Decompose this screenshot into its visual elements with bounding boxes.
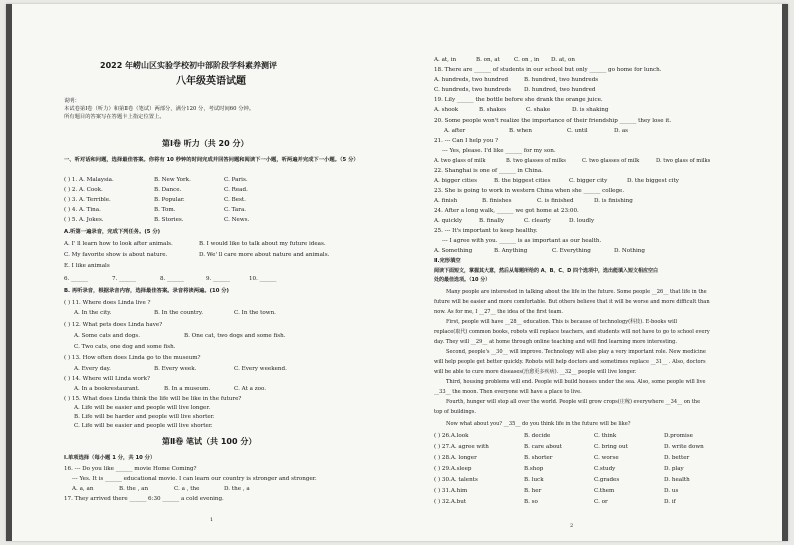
- q21: 21. --- Can I help you ?: [434, 138, 499, 144]
- q24: 24. After a long walk, ______ we got home at 23:00.: [434, 208, 579, 214]
- para-line-6: day. They will __29__ at home through online teaching and will find learning more interesting.: [434, 339, 678, 345]
- para-line-13: top of buildings.: [434, 409, 477, 415]
- notes-line-2: 所有题目的答案写在答题卡上指定位置上。: [64, 114, 165, 120]
- notes-line-1: 本试卷第Ⅰ卷（听力）和第Ⅱ卷（笔试）两部分，满分120 分，考试时间60 分钟。: [64, 106, 255, 112]
- q22: 22. Shanghai is one of ______ in China.: [434, 168, 543, 174]
- q25: 25. --- It's important to keep healthy.: [434, 228, 538, 234]
- q14: ( ) 14. Where will Linda work?: [64, 376, 150, 382]
- cloze-desc-1: 阅读下面短文，掌握其大意，然后从每题所给的 A、B、C、D 四个选项中，选出能填入短文相应空白: [434, 268, 658, 274]
- part1-secA: 一、听对话和问题，选择最佳答案。你将有 10 秒钟的时间完成并回答问题和阅读下一小题，听两遍并完成下一小题。（5 分）: [64, 157, 359, 163]
- q11: ( ) 11. Where does Linda live ?: [64, 300, 151, 306]
- part1-secC: B. 再听录音，根据录音内容，选择最佳答案。录音将读两遍。(10 分): [64, 288, 229, 294]
- q12-option-c: C. Two cats, one dog and some fish.: [74, 344, 176, 350]
- para-line-5: replace(取代) common books, robots will replace teachers, and students will not have to go to school every: [434, 329, 710, 335]
- part1-secB: A.听第一遍录音，完成下列任务。(5 分): [64, 229, 161, 235]
- q13: ( ) 13. How often does Linda go to the museum?: [64, 355, 201, 361]
- cloze-title: Ⅱ.完形填空: [434, 258, 461, 264]
- q15-option-c: C. Life will be easier and people will live shorter.: [74, 423, 213, 429]
- para-line-8: will help people get better quickly. Robots will help doctors and sometimes replace __31__ . Also, doctors: [434, 359, 706, 365]
- q15-option-b: B. Life will be harder and people will live shorter.: [74, 414, 215, 420]
- q20: 20. Some people won't realize the importance of their friendship ______ they lose it.: [434, 118, 672, 124]
- q17: 17. They arrived there ______ 6:30 ______ a cold evening.: [64, 496, 224, 502]
- para-line-4: First, people will have __28__ education. This is because of technology(科技). E-books will: [446, 319, 677, 325]
- q16: 16. --- Do you like ______ movie Home Coming?: [64, 466, 197, 472]
- q21-reply: --- Yes, please. I'd like ______ for my son.: [442, 148, 556, 154]
- q16-reply: --- Yes. It is ______ educational movie. I can learn our country is stronger and stronger.: [72, 476, 317, 482]
- part2-secA: Ⅰ.单项选择（每小题 1 分，共 10 分）: [64, 455, 156, 461]
- scan-edge-right: [782, 4, 788, 541]
- exam-sheet: 2022 年崂山区实验学校初中部阶段学科素养测评 八年级英语试题 说明： 本试卷第Ⅰ卷（听力）和第Ⅱ卷（笔试）两部分，满分120 分，考试时间60 分钟。 所有题目的答案写在答题卡上指定位置上。 第Ⅰ卷 听力（共 20 分） 一、听对话和问题，选择最佳答案。你将有 10 秒钟的时间完成并回答问题和阅读下一小题，听两遍并完成下一小题。（5 分） ( ) 1. A. Malaysia. B. New York. C. Paris. ( ) 2. A. Cook. B. Dance. C. Read. ( ) 3. A. Terrible. B. Popular. C. Best. ( ) 4. A. Tina. B. Tom. C. Tara. ( ) 5. A. Jokes. B. Stories. C. News. A.听第一遍录音，完成下列任务。(5 分) A. I' ll learn how to look after animals. B. I would like to talk about my future ideas. C. My favorite show is about nature. D. We' ll care more about nature and animals. E. I like animals 6. ______ 7. ______ 8. ______ 9. ______ 10. ______ B. 再听录音，根据录音内容，选择最佳答案。录音将读两遍。(10 分) ( ) 11. Where does Linda live ? A. In the city. B. In the country. C. In the town. ( ) 12. What pets does Linda have? A. Some cats and dogs. B. One cat, two dogs and some fish. C. Two cats, one dog and some fish. ( ) 13. How often does Linda go to the museum? A. Every day. B. Every week. C. Every weekend. ( ) 14. Where will Linda work? A. In a bookrestaurant. B. In a museum. C. At a zoo. ( ) 15. What does Linda think the life will be like in the future? A. Life will be easier and people will live longer. B. Life will be harder and people will live shorter. C. Life will be easier and people will live shorter. 第Ⅱ卷 笔试（共 100 分） Ⅰ.单项选择（每小题 1 分，共 10 分） 16. --- Do you like ______ movie Home Coming? --- Yes. It is ______ educational movie. I can learn our country is stronger and stronger. A. a, an B. the , an C. a , the D. the , a 17. They arrived there ______ 6:30 ______ a cold evening. 1 A. at, in B. on, at C. on , in D. at, on 18. There are ______ of students in our school but only ______ go home for lunch. A. hundreds, two hundred B. hundred, two hundreds C. hundreds, two hundreds D. hundred, two hundred 19. Lily ______ the bottle before she drank the orange juice. A. shook B. shakes C. shake D. is shaking 20. Some people won't realize the importance of their friendship ______ they lose it. A. after B. when C. until D. as 21. --- Can I help you ? --- Yes, please. I'd like ______ for my son. A. two glass of milk B. two glasses of milks C. two glasses of milk D. two glass of milks 22. Shanghai is one of ______ in China. A. bigger cities B. the biggest cities C. bigger city D. the biggest city 23. She is going to work in western China when she ______ college. A. finish B. finishes C. is finished D. is finishing 24. After a long walk, ______ we got home at 23:00. A. quickly B. finally C. clearly D. loudly 25. --- It's important to keep healthy. --- I agree with you. ______ is as important as our health. A. Something B. Anything C. Everything D. Nothing Ⅱ.完形填空 阅读下面短文，掌握其大意，然后从每题所给的 A、B、C、D 四个选项中，选出能填入短文相应空白 处的最佳选项。（10 分） Many people are interested in talking about the life in the future. Some people __26__ that life in the future will be easier and more comfortable. But others believe that it will be worse and more difficult than now. As for me, I __27__ the idea of the first team. First, people will have __28__ education. This is because of technology(科技). E-books will replace(取代) common books, robots will replace teachers, and students will not have to go to school every day. They will __29__ at home through online teaching and will find learning more interesting. Second, people's __30__ will improve. Technology will also play a very important role. New medicine will help people get better quickly. Robots will help doctors and sometimes replace __31__ . Also, doctors will be able to cure more diseases(治愈更多疾病). __32__ people will live longer. Third, housing problems will end. People will build houses under the sea. Also, some people will live __33__ the moon. Then everyone will have a place to live. Fourth, hunger will stop all over the world. People will grow crops(庄稼) everywhere __34__ on the top of buildings. Now what about you? __35__ do you think life in the future will be like? ( ) 26.A.look B. decide C. think D.promise ( ) 27.A. agree with B. care about C. bring out D. write down ( ) 28.A. longer B. shorter C. worse D. better ( ) 29.A.sleep B.shop C.study D. play ( ) 30.A. talents B. luck C.grades D. health ( ) 31.A.him B. her C.them D. us ( ) 32.A.but B. so C. or D. if 2: [6, 4, 788, 541]
- para-line-3: now. As for me, I __27__ the idea of the first team.: [434, 309, 563, 315]
- cloze-desc-2: 处的最佳选项。（10 分）: [434, 277, 491, 283]
- para-line-2: future will be easier and more comfortable. But others believe that it will be worse and more difficult than: [434, 299, 710, 305]
- q23: 23. She is going to work in western China when she ______ college.: [434, 188, 625, 194]
- exam-subtitle: 八年级英语试题: [176, 76, 246, 87]
- para-line-10: Third, housing problems will end. People will build houses under the sea. Also, some people will live: [446, 379, 706, 385]
- scan-edge-left: [6, 4, 12, 541]
- q15: ( ) 15. What does Linda think the life will be like in the future?: [64, 396, 242, 402]
- q15-option-a: A. Life will be easier and people will live longer.: [74, 405, 211, 411]
- page-number-left: 1: [210, 517, 214, 523]
- para-line-7: Second, people's __30__ will improve. Technology will also play a very important role. New medicine: [446, 349, 706, 355]
- page-number-right: 2: [570, 523, 574, 529]
- q18: 18. There are ______ of students in our school but only ______ go home for lunch.: [434, 67, 662, 73]
- part2-title: 第Ⅱ卷 笔试（共 100 分）: [162, 437, 257, 446]
- q25-reply: --- I agree with you. ______ is as important as our health.: [442, 238, 602, 244]
- para-line-14: Now what about you? __35__ do you think life in the future will be like?: [446, 421, 631, 427]
- part1-title: 第Ⅰ卷 听力（共 20 分）: [162, 139, 249, 148]
- exam-title: 2022 年崂山区实验学校初中部阶段学科素养测评: [100, 61, 278, 70]
- para-line-11: __33__ the moon. Then everyone will have a place to live.: [434, 389, 582, 395]
- notes-label: 说明：: [64, 98, 80, 104]
- para-line-12: Fourth, hunger will stop all over the world. People will grow crops(庄稼) everywhere __34__ on the: [446, 399, 701, 405]
- para-line-1: Many people are interested in talking about the life in the future. Some people __26__ that life in the: [446, 289, 707, 295]
- listB-row3: E. I like animals: [64, 263, 110, 269]
- q12: ( ) 12. What pets does Linda have?: [64, 322, 163, 328]
- q19: 19. Lily ______ the bottle before she drank the orange juice.: [434, 97, 603, 103]
- para-line-9: will be able to cure more diseases(治愈更多疾病). __32__ people will live longer.: [434, 369, 637, 375]
